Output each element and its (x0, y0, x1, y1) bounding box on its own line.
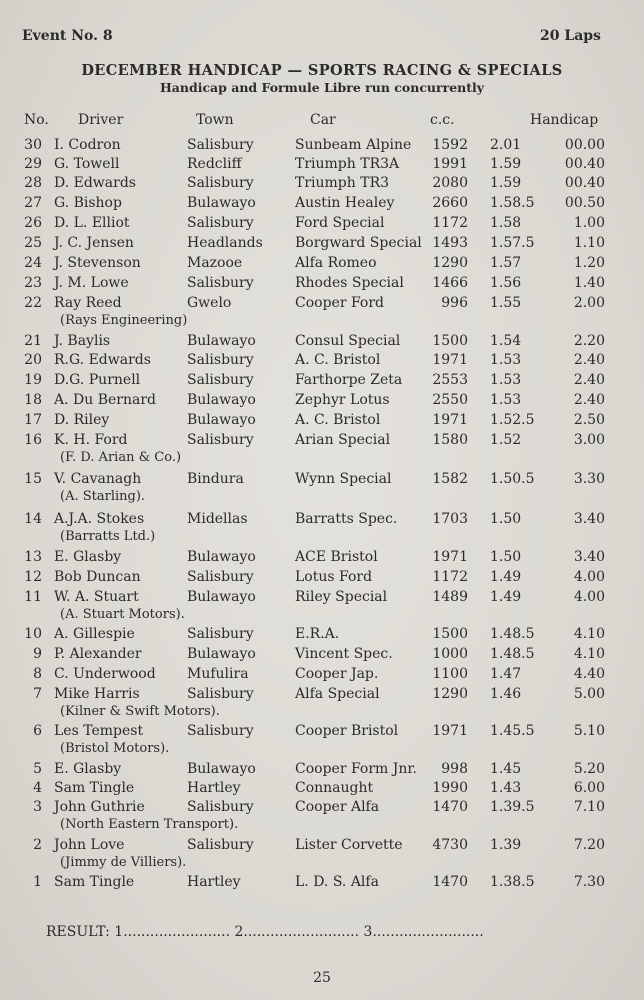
entry-number: 12 (24, 569, 42, 585)
entry-time: 1.49 (490, 589, 522, 605)
entry-car: Riley Special (295, 589, 388, 605)
entry-number: 29 (24, 156, 42, 172)
entry-time: 1.59 (490, 175, 522, 191)
entry-row (0, 511, 644, 547)
entry-cc: 1991 (432, 156, 468, 172)
entry-handicap: 2.40 (573, 392, 605, 408)
entry-handicap: 5.20 (573, 761, 605, 777)
entry-cc: 2080 (432, 175, 468, 191)
entry-number: 26 (24, 215, 42, 231)
entry-time: 1.57.5 (490, 235, 535, 251)
entry-handicap: 00.50 (564, 195, 605, 211)
entry-driver: John Love (54, 837, 125, 853)
entry-cc: 1971 (432, 723, 468, 739)
entry-time: 1.45 (490, 761, 522, 777)
entry-driver: C. Underwood (54, 666, 156, 682)
entry-cc: 1489 (432, 589, 468, 605)
entry-time: 1.47 (490, 666, 522, 682)
race-title: DECEMBER HANDICAP — SPORTS RACING & SPECIALS (81, 62, 563, 79)
entry-driver: G. Towell (54, 156, 120, 172)
entry-town: Bulawayo (187, 392, 256, 408)
entry-driver: E. Glasby (54, 761, 122, 777)
header-handicap: Handicap (530, 112, 599, 128)
entry-cc: 2660 (432, 195, 468, 211)
entry-driver: R.G. Edwards (54, 352, 151, 368)
entry-entrant: (Kilner & Swift Motors). (60, 704, 220, 719)
entry-town: Bulawayo (187, 761, 256, 777)
entry-town: Salisbury (187, 175, 254, 191)
entry-handicap: 2.40 (573, 372, 605, 388)
entry-driver: A. Gillespie (54, 626, 135, 642)
entry-cc: 1290 (432, 686, 468, 702)
entry-car: Alfa Romeo (295, 255, 377, 271)
entry-cc: 1493 (432, 235, 468, 251)
entry-town: Salisbury (187, 352, 254, 368)
entry-car: Rhodes Special (295, 275, 404, 291)
entry-handicap: 1.10 (573, 235, 605, 251)
entry-row (0, 686, 644, 722)
entry-number: 16 (24, 432, 42, 448)
entry-cc: 1592 (432, 137, 468, 153)
entry-number: 15 (24, 471, 42, 487)
entry-driver: Sam Tingle (54, 780, 135, 796)
entry-cc: 1100 (432, 666, 468, 682)
entry-time: 1.58 (490, 215, 522, 231)
entry-driver: D. L. Elliot (54, 215, 130, 231)
entry-handicap: 7.10 (573, 799, 605, 815)
entry-town: Bulawayo (187, 333, 256, 349)
entry-town: Bulawayo (187, 412, 256, 428)
entry-row (0, 874, 644, 910)
entry-time: 1.57 (490, 255, 522, 271)
entry-town: Salisbury (187, 137, 254, 153)
entry-handicap: 2.20 (573, 333, 605, 349)
result-line: RESULT: 1........................ 2.......................... 3......................... (46, 924, 484, 940)
entry-handicap: 1.40 (573, 275, 605, 291)
entry-car: L. D. S. Alfa (295, 874, 379, 890)
entry-time: 1.48.5 (490, 646, 535, 662)
entry-cc: 1172 (432, 569, 468, 585)
entry-car: Cooper Form Jnr. (295, 761, 417, 777)
entry-town: Gwelo (187, 295, 232, 311)
entry-number: 22 (24, 295, 42, 311)
entry-car: Cooper Jap. (295, 666, 379, 682)
header-town: Town (196, 112, 234, 128)
entry-town: Redcliff (187, 156, 242, 172)
entry-driver: Bob Duncan (54, 569, 141, 585)
entry-number: 3 (33, 799, 42, 815)
entry-handicap: 4.40 (573, 666, 605, 682)
entry-car: ACE Bristol (295, 549, 378, 565)
entry-time: 1.53 (490, 352, 522, 368)
entry-driver: J. M. Lowe (54, 275, 129, 291)
entry-town: Salisbury (187, 215, 254, 231)
entry-car: Triumph TR3A (295, 156, 400, 172)
entry-car: Arian Special (295, 432, 391, 448)
entry-car: Zephyr Lotus (295, 392, 390, 408)
entry-cc: 1580 (432, 432, 468, 448)
entry-driver: I. Codron (54, 137, 121, 153)
entry-row (0, 799, 644, 835)
header-no: No. (24, 112, 49, 128)
entry-car: Lister Corvette (295, 837, 403, 853)
entry-cc: 1290 (432, 255, 468, 271)
entry-town: Mazooe (187, 255, 243, 271)
entry-cc: 1500 (432, 333, 468, 349)
entry-cc: 1470 (432, 799, 468, 815)
entry-row (0, 295, 644, 331)
entry-cc: 1971 (432, 412, 468, 428)
entry-entrant: (A. Starling). (60, 489, 146, 504)
entry-handicap: 1.20 (573, 255, 605, 271)
entry-number: 24 (24, 255, 42, 271)
entry-driver: A. Du Bernard (54, 392, 156, 408)
header-cc: c.c. (430, 112, 455, 128)
entry-number: 1 (33, 874, 42, 890)
entry-cc: 996 (441, 295, 468, 311)
entry-driver: Les Tempest (54, 723, 144, 739)
entry-driver: John Guthrie (54, 799, 145, 815)
entry-entrant: (Rays Engineering) (60, 313, 188, 328)
entry-car: Alfa Special (295, 686, 380, 702)
entry-driver: Sam Tingle (54, 874, 135, 890)
entry-driver: D.G. Purnell (54, 372, 141, 388)
entry-handicap: 5.10 (573, 723, 605, 739)
entry-number: 20 (24, 352, 42, 368)
entry-cc: 1582 (432, 471, 468, 487)
entry-car: Connaught (295, 780, 374, 796)
race-subtitle: Handicap and Formule Libre run concurrently (159, 80, 485, 95)
entry-town: Salisbury (187, 686, 254, 702)
entry-time: 1.38.5 (490, 874, 535, 890)
entry-time: 1.48.5 (490, 626, 535, 642)
entry-cc: 1466 (432, 275, 468, 291)
entry-cc: 2553 (432, 372, 468, 388)
entry-time: 1.46 (490, 686, 522, 702)
entry-town: Salisbury (187, 372, 254, 388)
entry-town: Salisbury (187, 723, 254, 739)
entry-handicap: 00.00 (564, 137, 605, 153)
entry-car: Wynn Special (295, 471, 392, 487)
entry-car: Consul Special (295, 333, 401, 349)
entry-number: 11 (24, 589, 42, 605)
entry-car: Sunbeam Alpine (295, 137, 412, 153)
entry-handicap: 4.10 (573, 626, 605, 642)
entry-handicap: 00.40 (564, 156, 605, 172)
entry-car: Barratts Spec. (295, 511, 398, 527)
entry-number: 23 (24, 275, 42, 291)
entry-number: 13 (24, 549, 42, 565)
laps-count: 20 Laps (540, 28, 601, 44)
entry-driver: D. Riley (54, 412, 110, 428)
entry-handicap: 4.00 (573, 569, 605, 585)
entry-cc: 1971 (432, 549, 468, 565)
entry-entrant: (Jimmy de Villiers). (60, 855, 187, 870)
entry-car: Farthorpe Zeta (295, 372, 403, 388)
entry-time: 1.50 (490, 511, 522, 527)
entry-driver: Mike Harris (54, 686, 140, 702)
entry-driver: J. C. Jensen (54, 235, 134, 251)
entry-time: 1.59 (490, 156, 522, 172)
entry-town: Bulawayo (187, 646, 256, 662)
entry-handicap: 4.00 (573, 589, 605, 605)
entry-number: 19 (24, 372, 42, 388)
entry-row (0, 723, 644, 759)
entry-handicap: 1.00 (573, 215, 605, 231)
entry-time: 1.53 (490, 392, 522, 408)
entry-car: Ford Special (295, 215, 385, 231)
entry-car: Austin Healey (295, 195, 395, 211)
entry-handicap: 00.40 (564, 175, 605, 191)
entry-town: Salisbury (187, 432, 254, 448)
entry-time: 1.53 (490, 372, 522, 388)
entry-town: Hartley (187, 874, 241, 890)
entry-entrant: (F. D. Arian & Co.) (60, 450, 182, 465)
entry-handicap: 2.40 (573, 352, 605, 368)
entry-cc: 1703 (432, 511, 468, 527)
entry-car: Cooper Ford (295, 295, 384, 311)
entry-handicap: 4.10 (573, 646, 605, 662)
entry-driver: V. Cavanagh (54, 471, 142, 487)
entry-town: Hartley (187, 780, 241, 796)
entry-driver: W. A. Stuart (54, 589, 139, 605)
entry-number: 14 (24, 511, 42, 527)
entry-town: Salisbury (187, 837, 254, 853)
entry-handicap: 5.00 (573, 686, 605, 702)
entry-cc: 1971 (432, 352, 468, 368)
entry-cc: 1000 (432, 646, 468, 662)
entry-number: 18 (24, 392, 42, 408)
entry-time: 2.01 (490, 137, 522, 153)
entry-time: 1.49 (490, 569, 522, 585)
entry-handicap: 2.50 (573, 412, 605, 428)
entry-car: E.R.A. (295, 626, 340, 642)
entry-number: 21 (24, 333, 42, 349)
entry-driver: A.J.A. Stokes (54, 511, 145, 527)
entry-handicap: 2.00 (573, 295, 605, 311)
entry-driver: K. H. Ford (54, 432, 128, 448)
entry-number: 4 (33, 780, 42, 796)
entry-time: 1.43 (490, 780, 522, 796)
entry-time: 1.50.5 (490, 471, 535, 487)
entry-entrant: (A. Stuart Motors). (60, 607, 185, 622)
entry-handicap: 7.30 (573, 874, 605, 890)
entry-row (0, 432, 644, 468)
entry-town: Midellas (187, 511, 248, 527)
entry-time: 1.52 (490, 432, 522, 448)
entry-car: A. C. Bristol (295, 412, 381, 428)
entry-car: Cooper Alfa (295, 799, 380, 815)
entry-handicap: 7.20 (573, 837, 605, 853)
entry-handicap: 6.00 (573, 780, 605, 796)
entry-driver: E. Glasby (54, 549, 122, 565)
entry-town: Salisbury (187, 799, 254, 815)
entry-cc: 1172 (432, 215, 468, 231)
entry-entrant: (Bristol Motors). (60, 741, 170, 756)
entry-cc: 4730 (432, 837, 468, 853)
entry-handicap: 3.40 (573, 549, 605, 565)
entry-number: 30 (24, 137, 42, 153)
page-number: 25 (313, 970, 331, 986)
entry-town: Salisbury (187, 626, 254, 642)
entry-handicap: 3.30 (573, 471, 605, 487)
entry-time: 1.58.5 (490, 195, 535, 211)
entry-driver: D. Edwards (54, 175, 136, 191)
entry-number: 8 (33, 666, 42, 682)
entry-driver: P. Alexander (54, 646, 142, 662)
entry-car: Vincent Spec. (295, 646, 393, 662)
entry-driver: J. Baylis (54, 333, 111, 349)
entry-number: 28 (24, 175, 42, 191)
entry-number: 6 (33, 723, 42, 739)
entry-number: 7 (33, 686, 42, 702)
entry-time: 1.55 (490, 295, 522, 311)
entry-car: Triumph TR3 (295, 175, 390, 191)
entry-car: Borgward Special (295, 235, 422, 251)
entry-town: Bulawayo (187, 549, 256, 565)
entry-entrant: (North Eastern Transport). (60, 817, 239, 832)
entry-handicap: 3.00 (573, 432, 605, 448)
entry-cc: 1500 (432, 626, 468, 642)
entry-cc: 998 (441, 761, 468, 777)
entry-time: 1.39.5 (490, 799, 535, 815)
entry-town: Bindura (187, 471, 244, 487)
entry-number: 2 (33, 837, 42, 853)
entry-row (0, 589, 644, 625)
entry-number: 5 (33, 761, 42, 777)
entry-handicap: 3.40 (573, 511, 605, 527)
entry-town: Bulawayo (187, 195, 256, 211)
entry-number: 9 (33, 646, 42, 662)
header-driver: Driver (78, 112, 124, 128)
entry-car: A. C. Bristol (295, 352, 381, 368)
entry-car: Cooper Bristol (295, 723, 399, 739)
entry-number: 10 (24, 626, 42, 642)
entry-cc: 1470 (432, 874, 468, 890)
event-number: Event No. 8 (22, 28, 113, 44)
header-car: Car (310, 112, 336, 128)
entry-time: 1.39 (490, 837, 522, 853)
entry-town: Salisbury (187, 569, 254, 585)
entry-driver: G. Bishop (54, 195, 122, 211)
entry-time: 1.52.5 (490, 412, 535, 428)
entry-town: Salisbury (187, 275, 254, 291)
entry-number: 17 (24, 412, 42, 428)
entry-car: Lotus Ford (295, 569, 373, 585)
entry-row (0, 837, 644, 873)
entry-driver: Ray Reed (54, 295, 122, 311)
entry-town: Headlands (187, 235, 263, 251)
entry-number: 25 (24, 235, 42, 251)
entry-time: 1.50 (490, 549, 522, 565)
entry-row (0, 471, 644, 507)
entry-cc: 2550 (432, 392, 468, 408)
entry-cc: 1990 (432, 780, 468, 796)
entry-time: 1.54 (490, 333, 522, 349)
entry-town: Mufulira (187, 666, 249, 682)
entry-number: 27 (24, 195, 42, 211)
entry-time: 1.45.5 (490, 723, 535, 739)
entry-time: 1.56 (490, 275, 522, 291)
entry-driver: J. Stevenson (54, 255, 141, 271)
entry-town: Bulawayo (187, 589, 256, 605)
entry-entrant: (Barratts Ltd.) (60, 529, 156, 544)
